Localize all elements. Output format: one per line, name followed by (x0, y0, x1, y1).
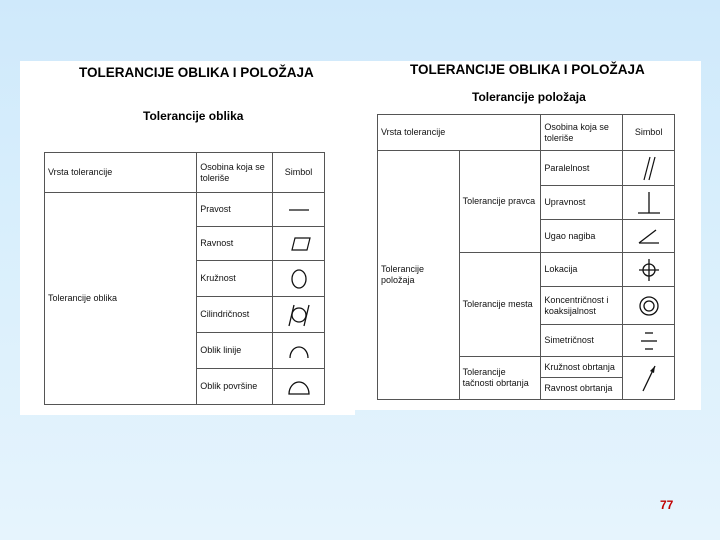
feature-cell: Koncentričnost i koaksijalnost (541, 287, 623, 325)
left-subtitle: Tolerancije oblika (143, 109, 244, 123)
parallelism-icon (636, 154, 662, 182)
symbol-cell (623, 357, 675, 400)
feature-cell: Simetričnost (541, 325, 623, 357)
table-header-row (45, 153, 325, 193)
group-cell: Tolerancije oblika (45, 193, 197, 405)
symbol-cell (623, 325, 675, 357)
symbol-cell (273, 369, 325, 405)
feature-cell: Ugao nagiba (541, 220, 623, 253)
feature-cell: Kružnost (197, 261, 273, 297)
header-symbol: Simbol (273, 153, 325, 193)
runout-icon (636, 360, 662, 396)
symbol-cell (623, 253, 675, 287)
feature-cell: Ravnost obrtanja (541, 378, 623, 400)
symbol-cell (273, 227, 325, 261)
subgroup-cell: Tolerancije tačnosti obrtanja (459, 357, 541, 400)
table-header-row (378, 115, 675, 151)
concentricity-icon (636, 292, 662, 320)
table-row (378, 151, 675, 186)
perpendicularity-icon (635, 189, 663, 217)
symbol-cell (623, 287, 675, 325)
position-icon (636, 256, 662, 284)
symbol-cell (273, 297, 325, 333)
feature-cell: Cilindričnost (197, 297, 273, 333)
straightness-icon (286, 202, 312, 218)
left-slide-image (20, 61, 355, 415)
angularity-icon (635, 224, 663, 248)
header-type: Vrsta tolerancije (378, 115, 541, 151)
symmetry-icon (636, 328, 662, 354)
feature-cell: Pravost (197, 193, 273, 227)
symbol-cell (623, 151, 675, 186)
form-tolerance-table (44, 152, 325, 405)
position-tolerance-table (377, 114, 675, 400)
symbol-cell (273, 261, 325, 297)
feature-cell: Kružnost obrtanja (541, 357, 623, 378)
page-number: 77 (660, 498, 674, 512)
feature-cell: Lokacija (541, 253, 623, 287)
header-type: Vrsta tolerancije (45, 153, 197, 193)
header-feature: Osobina koja se toleriše (541, 115, 623, 151)
flatness-icon (286, 235, 312, 253)
header-symbol: Simbol (623, 115, 675, 151)
right-slide-image (355, 61, 701, 410)
group-cell: Tolerancije položaja (378, 151, 460, 400)
right-main-title: TOLERANCIJE OBLIKA I POLOŽAJA (410, 62, 645, 77)
right-subtitle: Tolerancije položaja (472, 90, 586, 104)
table-row (45, 193, 325, 227)
feature-cell: Paralelnost (541, 151, 623, 186)
header-feature: Osobina koja se toleriše (197, 153, 273, 193)
feature-cell: Oblik površine (197, 369, 273, 405)
symbol-cell (273, 333, 325, 369)
circularity-icon (286, 267, 312, 291)
profile-surface-icon (286, 377, 312, 397)
symbol-cell (623, 220, 675, 253)
feature-cell: Upravnost (541, 186, 623, 220)
feature-cell: Oblik linije (197, 333, 273, 369)
cylindricity-icon (285, 302, 313, 328)
feature-cell: Ravnost (197, 227, 273, 261)
left-main-title: TOLERANCIJE OBLIKA I POLOŽAJA (79, 65, 314, 80)
subgroup-cell: Tolerancije mesta (459, 253, 541, 357)
profile-line-icon (286, 341, 312, 361)
subgroup-cell: Tolerancije pravca (459, 151, 541, 253)
symbol-cell (623, 186, 675, 220)
symbol-cell (273, 193, 325, 227)
